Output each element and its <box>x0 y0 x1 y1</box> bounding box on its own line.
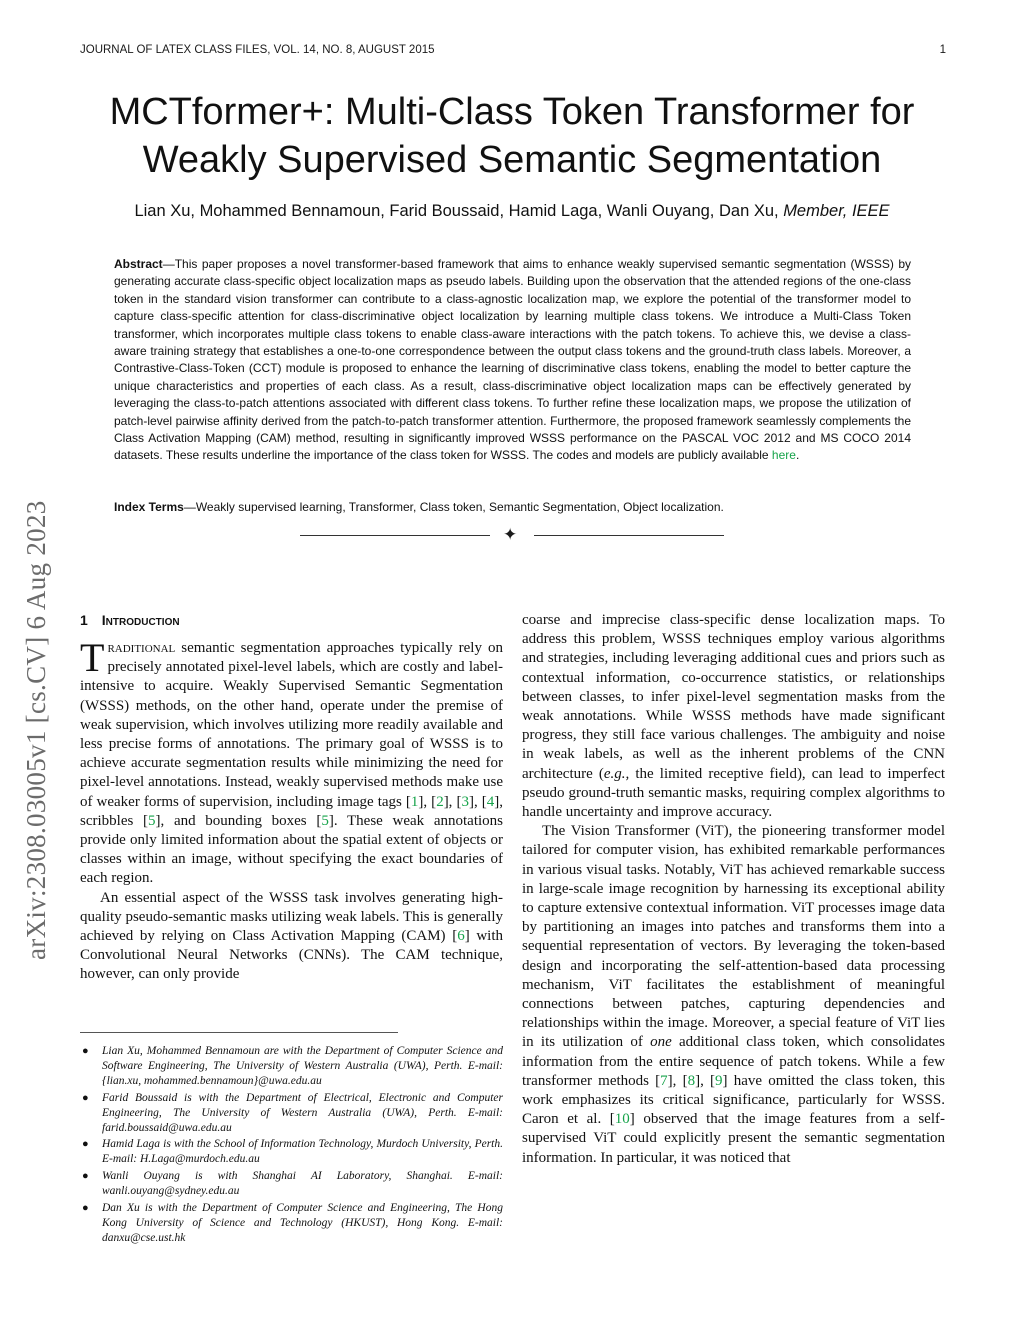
bullet-icon: ● <box>82 1045 89 1057</box>
title-line-2: Weakly Supervised Semantic Segmentation <box>142 139 882 181</box>
paragraph-text: ], and bounding boxes [ <box>155 812 322 829</box>
running-header <box>80 44 946 62</box>
section-title: Introduction <box>101 612 180 628</box>
left-column <box>80 611 503 985</box>
divider-star-icon: ✦ <box>503 525 518 544</box>
lead-word: raditional <box>107 640 176 656</box>
citation-link[interactable]: 5 <box>321 812 329 829</box>
citation-link[interactable]: 2 <box>436 793 444 810</box>
footnote-text: Lian Xu, Mohammed Bennamoun are with the Department of Computer Science and Software Engineering, The University of Western Australia (UWA), Perth. E-mail: {lian.xu, mohammed.bennamoun}@uwa.edu.au <box>102 1045 503 1087</box>
citation-link[interactable]: 10 <box>614 1111 630 1128</box>
citation-link[interactable]: 6 <box>457 928 465 945</box>
section-heading <box>80 611 503 629</box>
paragraph-text: An essential aspect of the WSSS task involves generating high-quality pseudo-semantic masks utilizing weak labels. This is generally achieved by relying on Class Activation Mapping (CAM) [ <box>80 889 503 945</box>
paragraph-text: additional class token, which consolidates information from the entire sequence of patch tokens. While a few transformer methods [ <box>522 1034 945 1089</box>
authors-names: Lian Xu, Mohammed Bennamoun, Farid Boussaid, Hamid Laga, Wanli Ouyang, Dan Xu, <box>134 202 779 220</box>
emphasis-text: one <box>650 1034 672 1051</box>
bullet-icon: ● <box>82 1091 89 1104</box>
intro-paragraph-1 <box>80 635 504 889</box>
intro-paragraph-2 <box>80 889 503 985</box>
paragraph-text: semantic segmentation approaches typically rely on precisely annotated pixel-level labels, which are costly and label-intensive to acquire. Weakly Supervised Semantic Segmentation (WSSS) methods, on the other hand, operate under the premise of weak supervision, which involves utilizing more readily available and less precise forms of annotations. The primary goal of WSSS is to achieve accurate segmentation results while minimizing the need for pixel-level annotations. Instead, weakly supervised methods make use of weaker forms of supervision, including image tags [ <box>80 640 503 810</box>
abstract-label: Abstract <box>114 257 163 271</box>
drop-cap: T <box>80 635 105 680</box>
page-number: 1 <box>939 44 946 56</box>
paragraph-text: ] with Convolutional Neural Networks (CNNs). The CAM technique, however, can only provide <box>80 928 503 983</box>
intro-paragraph-4 <box>522 822 945 1168</box>
abstract-text: —This paper proposes a novel transformer-based framework that aims to enhance weakly supervised semantic segmentation (WSSS) by generating accurate class-specific object localization maps as pseudo labels. Building upon the observation that the attended regions of the one-class token in the standard vision transformer can contribute to a class-agnostic localization map, we explore the potential of the transformer model to capture class-specific attention for class-discriminative object localization by learning multiple class tokens. We introduce a Multi-Class Token transformer, which incorporates multiple class tokens to enable class-aware interactions with the patch tokens. To achieve this, we devise a class-aware training strategy that establishes a one-to-one correspondence between the output class tokens and the ground-truth class labels. Moreover, a Contrastive-Class-Token (CCT) module is proposed to enhance the learning of discriminative class tokens, enabling the model to better capture the unique characteristics and properties of each class. As a result, class-discriminative object localization maps can be effectively generated by leveraging the class-to-patch attentions associated with different class tokens. To further refine these localization maps, we propose the utilization of patch-level pairwise affinity derived from the patch-to-patch transformer attention. Furthermore, the proposed framework seamlessly complements the Class Activation Mapping (CAM) method, resulting in significantly improved WSSS performance on the PASCAL VOC 2012 and MS COCO 2014 datasets. These results underline the importance of the class token for WSSS. The codes and models are publicly available <box>114 257 911 463</box>
footnote-item <box>80 1091 503 1136</box>
bullet-icon: ● <box>82 1138 89 1151</box>
footnote-rule <box>80 1032 398 1033</box>
footnote-text: Farid Boussaid is with the Department of Electrical, Electronic and Computer Engineering, The University of Western Australia (UWA), Perth. E-mail: farid.boussaid@uwa.edu.au <box>102 1091 503 1134</box>
paragraph-text: coarse and imprecise class-specific dense localization maps. To address this problem, WSSS techniques employ various algorithms and strategies, including leveraging additional cues and priors such as contextual information, co-occurrence statistics, or relationships between classes, to infer pixel-level segmentation masks from the weak annotations. While WSSS methods have made significant progress, they still face various challenges. The ambiguity and noise in weak labels, as well as the inherent problems of the CNN architecture ( <box>522 612 945 782</box>
paragraph-text: ], scribbles [ <box>80 793 503 829</box>
section-number: 1 <box>80 612 88 628</box>
citation-separator: ], [ <box>667 1072 688 1089</box>
divider-line-right <box>534 535 724 536</box>
emphasis-text: e.g., <box>603 765 630 782</box>
citation-separator: ], [ <box>443 793 462 810</box>
citation-link[interactable]: 3 <box>461 793 469 810</box>
paragraph-text: ]. These weak annotations provide only limited information about the spatial extent of objects or classes within an image, without specifying the exact boundaries of each region. <box>80 812 504 887</box>
footnote-text: Wanli Ouyang is with Shanghai AI Laboratory, Shanghai. E-mail: wanli.ouyang@sydney.edu.au <box>102 1170 503 1198</box>
arxiv-identifier: arXiv:2308.03005v1 [cs.CV] 6 Aug 2023 <box>21 500 51 960</box>
citation-link[interactable]: 1 <box>410 793 419 810</box>
citation-separator: ], [ <box>468 793 487 810</box>
authors-membership: Member, IEEE <box>783 202 890 220</box>
intro-paragraph-3 <box>522 611 945 822</box>
paragraph-text: ] observed that the image features from a self-supervised ViT could explicitly present the semantic segmentation information. In particular, it was noticed that <box>522 1111 945 1166</box>
code-link[interactable]: here <box>771 448 796 463</box>
footnote-text: Dan Xu is with the Department of Computer Science and Engineering, The Hong Kong University of Science and Technology (HKUST), Hong Kong. E-mail: danxu@cse.ust.hk <box>102 1202 503 1244</box>
abstract-end: . <box>795 448 800 463</box>
title-line-1: MCTformer+: Multi-Class Token Transformer for <box>109 91 915 133</box>
citation-link[interactable]: 7 <box>660 1072 668 1089</box>
author-list <box>60 202 964 221</box>
journal-header: JOURNAL OF LATEX CLASS FILES, VOL. 14, NO. 8, AUGUST 2015 <box>80 44 435 56</box>
footnote-item <box>80 1137 503 1167</box>
paragraph-text: ] have omitted the class token, this work emphasizes its critical significance, particularly for WSSS. Caron et al. [ <box>522 1072 946 1128</box>
bullet-icon: ● <box>82 1202 89 1215</box>
paragraph-text: the limited receptive field), can lead to imperfect pseudo ground-truth semantic masks, requiring complex algorithms to handle uncertainty and improve accuracy. <box>522 765 945 821</box>
citation-separator: ], [ <box>418 793 437 810</box>
index-terms-label: Index Terms <box>114 500 184 514</box>
index-terms <box>114 500 911 514</box>
divider-line-left <box>300 535 490 536</box>
citation-link[interactable]: 4 <box>486 793 495 810</box>
right-column <box>522 611 945 1168</box>
citation-separator: ], [ <box>695 1072 716 1089</box>
footnote-text: Hamid Laga is with the School of Information Technology, Murdoch University, Perth. E-mail: H.Laga@murdoch.edu.au <box>102 1138 503 1166</box>
affiliation-footnotes <box>80 1044 503 1248</box>
index-terms-text: —Weakly supervised learning, Transformer, Class token, Semantic Segmentation, Object localization. <box>183 500 724 514</box>
paper-title <box>60 88 964 184</box>
paragraph-text: The Vision Transformer (ViT), the pioneering transformer model tailored for computer vision, has exhibited remarkable performances in various visual tasks. Notably, ViT has achieved remarkable success in large-scale image recognition by harnessing its exceptional ability to capture extensive contextual information. ViT processes image data by partitioning an images into patches and transforms them into a sequential representation of vectors. By leveraging the token-based design and incorporating the self-attention-based data processing mechanism, ViT facilitates the establishment of meaningful connections between patches, capturing dependencies and relationships within the image. Moreover, a special feature of ViT lies in its utilization of <box>522 823 945 1051</box>
footnote-item <box>80 1201 503 1246</box>
abstract <box>114 256 911 465</box>
section-divider <box>300 525 724 544</box>
footnote-item <box>80 1169 503 1199</box>
footnote-item <box>80 1044 503 1089</box>
citation-link[interactable]: 9 <box>715 1072 723 1089</box>
citation-link[interactable]: 8 <box>687 1072 696 1089</box>
citation-link[interactable]: 5 <box>148 812 156 829</box>
bullet-icon: ● <box>82 1170 89 1183</box>
